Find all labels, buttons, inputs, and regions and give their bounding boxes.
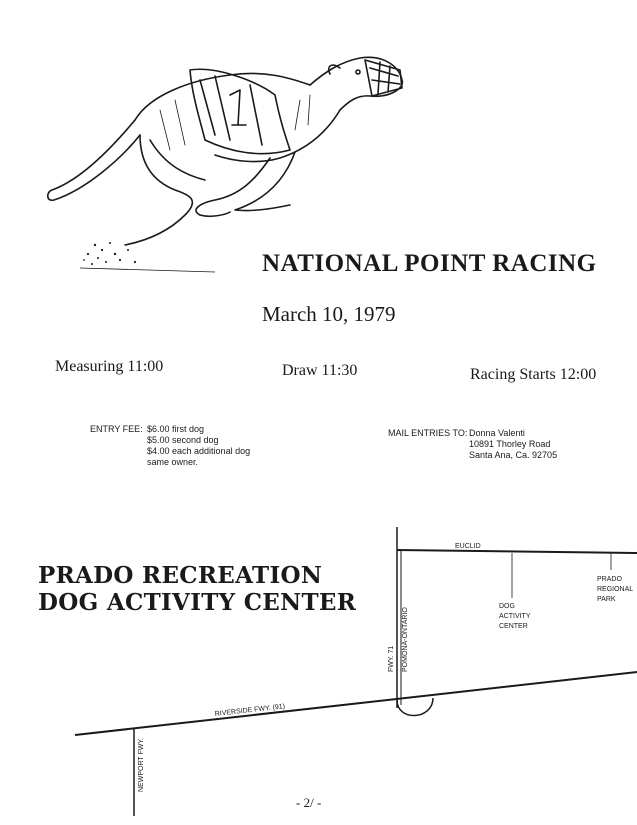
dog-center-label-3: CENTER (499, 623, 528, 630)
interchange-loop (397, 698, 433, 716)
dog-center-label-1: DOG (499, 603, 515, 610)
page-number: - 2/ - (296, 795, 322, 810)
prado-park-label-2: REGIONAL (597, 586, 634, 593)
event-headline: NATIONAL POINT RACING (262, 250, 597, 277)
location-map (0, 515, 637, 825)
dog-center-label-2: ACTIVITY (499, 613, 531, 620)
address-line: Santa Ana, Ca. 92705 (469, 450, 558, 460)
address-line: Donna Valenti (469, 428, 525, 438)
venue-line-1: PRADO RECREATION (38, 562, 323, 589)
address-line: 10891 Thorley Road (469, 439, 551, 449)
riverside-fwy (75, 672, 637, 735)
fwy71-label: FWY. 71 (388, 645, 395, 672)
entry-fee-details (147, 424, 250, 468)
venue-line-2: DOG ACTIVITY CENTER (38, 589, 357, 616)
entry-fee-line: $6.00 first dog (147, 424, 205, 434)
entry-fee-line: $5.00 second dog (147, 435, 219, 445)
prado-park-label-3: PARK (597, 596, 616, 603)
riverside-fwy-label: RIVERSIDE FWY. (91) (214, 703, 286, 718)
entry-fee-label: ENTRY FEE: (90, 424, 143, 434)
schedule-racing-start: Racing Starts 12:00 (470, 366, 597, 383)
schedule-measuring: Measuring 11:00 (55, 358, 164, 375)
euclid-road (397, 550, 637, 553)
entry-fee-line: same owner. (147, 457, 199, 467)
schedule-draw: Draw 11:30 (282, 362, 358, 379)
pomona-ontario-label: POMONA-ONTARIO (402, 607, 409, 672)
euclid-label: EUCLID (455, 543, 481, 550)
mail-entries-address (469, 428, 557, 461)
event-date: March 10, 1979 (262, 302, 396, 326)
entry-fee-line: $4.00 each additional dog (147, 446, 251, 456)
prado-park-label-1: PRADO (597, 576, 622, 583)
newport-fwy-label: NEWPORT FWY. (138, 737, 145, 792)
mail-entries-label: MAIL ENTRIES TO: (388, 428, 468, 438)
